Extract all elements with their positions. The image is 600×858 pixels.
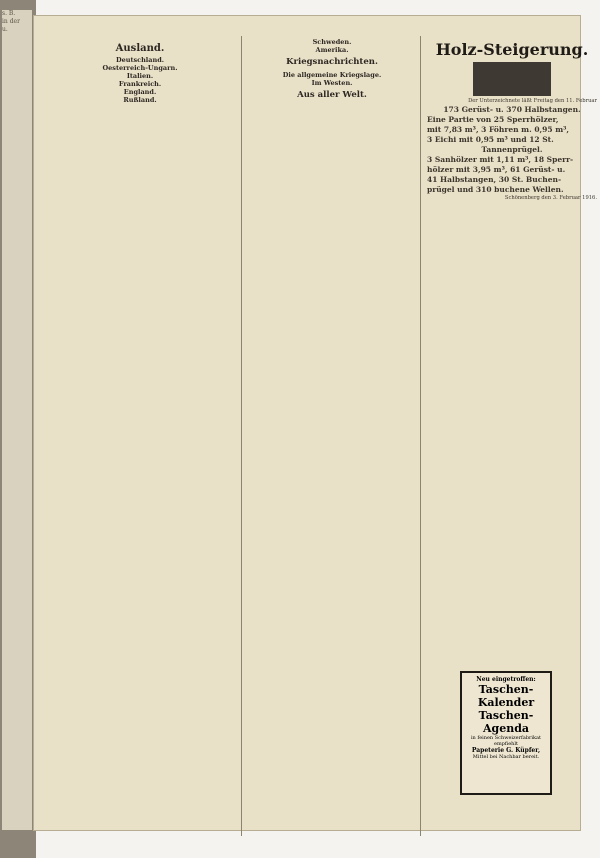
column-rule [420, 36, 421, 836]
box-line-8: Papeterie G. Küpfer, [471, 747, 541, 754]
heading-amerika: Amerika. [315, 46, 349, 54]
box-line-5: Agenda [482, 722, 530, 735]
heading-deutschland: Deutschland. [115, 56, 165, 64]
heading-schweden: Schweden. [312, 38, 352, 46]
column-rule [241, 36, 242, 836]
ad-date: Schönenberg den 3. Februar 1916. [504, 194, 597, 201]
calendar-ad-box [460, 671, 552, 795]
previous-page-edge: s. B. in der u. [2, 10, 32, 830]
box-line-2: Taschen- [478, 683, 534, 696]
heading-russland: Rußland. [123, 96, 157, 104]
column-2 [248, 38, 416, 828]
heading-england: England. [123, 88, 157, 96]
woodcut-illustration [473, 62, 551, 96]
heading-kriegsnachrichten: Kriegsnachrichten. [286, 57, 378, 67]
ad-intro: Der Unterzeichnete läßt Freitag den 11. Februar [468, 98, 597, 104]
heading-allgemeine-kriegslage: Die allgemeine Kriegslage. [282, 71, 382, 79]
heading-italien: Italien. [126, 72, 154, 80]
ad-line4: hölzer mit 3,95 m³, 61 Gerüst- u. [427, 164, 566, 174]
ad-dims: mit 7,83 m³, 3 Föhren m. 0,95 m³, [427, 124, 570, 134]
box-line-9: Mittel bei Nachbar bereit. [472, 754, 540, 760]
box-line-1: Neu eingetroffen: [476, 676, 536, 683]
holz-steigerung-title: Holz-Steigerung. [435, 40, 589, 59]
ad-line3: 3 Sanhölzer mit 1,11 m³, 18 Sperr- [427, 154, 574, 164]
ad-line-173: 173 Gerüst- u. 370 Halbstangen. [443, 104, 581, 114]
heading-oesterreich: Oesterreich-Ungarn. [102, 64, 178, 72]
box-line-7: empfiehlt [493, 741, 519, 747]
heading-ausland: Ausland. [115, 43, 165, 54]
box-line-6: in feinen Schweizerfabrikat [470, 735, 542, 741]
ad-dims2: 3 Eichi mit 0,95 m³ und 12 St. [427, 134, 554, 144]
ad-offer: Eine Partie von 25 Sperrhölzer, [427, 114, 559, 124]
ad-line6: prügel und 310 buchene Wellen. [427, 184, 564, 194]
ad-line5: 41 Halbstangen, 30 St. Buchen- [427, 174, 562, 184]
box-line-4: Taschen- [478, 709, 534, 722]
column-1 [66, 38, 214, 828]
heading-frankreich: Frankreich. [118, 80, 162, 88]
newspaper-page [34, 16, 597, 830]
heading-westfront: Im Westen. [311, 79, 353, 87]
heading-aus-aller-welt: Aus aller Welt. [297, 90, 367, 100]
box-line-3: Kalender [477, 696, 535, 709]
ad-tann: Tannenprügel. [481, 144, 543, 154]
